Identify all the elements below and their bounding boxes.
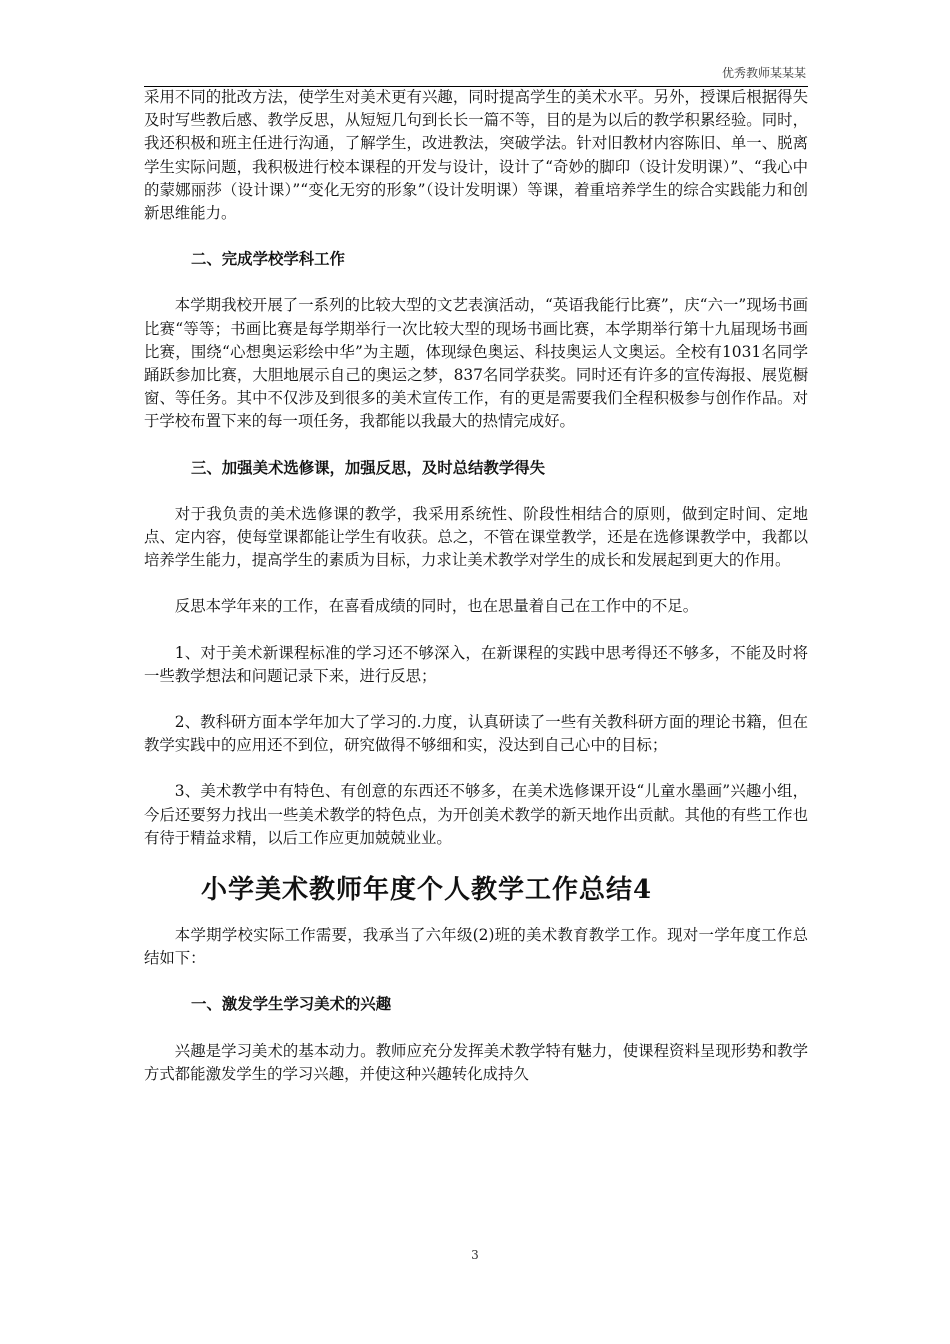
paragraph-4: 反思本学年来的工作，在喜看成绩的同时，也在思量着自己在工作中的不足。 [174,597,699,616]
page-number: 3 [471,1248,479,1262]
paragraph-8: 本学期学校实际工作需要，我承当了六年级(2)班的美术教育教学工作。现对一学年度工作总结如下： [144,926,808,968]
page-header [144,58,808,87]
document-title: 小学美术教师年度个人教学工作总结4 [201,875,653,906]
paragraph-5: 1、对于美术新课程标准的学习还不够深入，在新课程的实践中思考得还不够多，不能及时将一些教学想法和问题记录下来，进行反思； [144,643,808,685]
paragraph-6: 2、教科研方面本学年加大了学习的.力度，认真研读了一些有关教科研方面的理论书籍，但在教学实践中的应用还不到位，研究做得不够细和实，没达到自己心中的目标； [144,713,808,755]
section-heading-4: 一、激发学生学习美术的兴趣 [191,995,392,1014]
document-body [144,86,808,1086]
paragraph-7: 3、美术教学中有特色、有创意的东西还不够多，在美术选修课开设“儿童水墨画”兴趣小组，今后还要努力找出一些美术教学的特色点，为开创美术教学的新天地作出贡献。其他的有些工作也有待于精益求精，以后工作应更加兢兢业业。 [144,782,808,847]
paragraph-2: 本学期我校开展了一系列的比较大型的文艺表演活动，“英语我能行比赛”，庆“六一”现场书画比赛“等等；书画比赛是每学期举行一次比较大型的现场书画比赛，本学期举行第十九届现场书画比赛，围绕“心想奥运彩绘中华”为主题，体现绿色奥运、科技奥运人文奥运。全校有1031名同学踊跃参加比赛，大胆地展示自己的奥运之梦，837名同学获奖。同时还有许多的宣传海报、展览橱窗、等任务。其中不仅涉及到很多的美术宣传工作，有的更是需要我们全程积极参与创作作品。对于学校布置下来的每一项任务，我都能以我最大的热情完成好。 [144,296,808,431]
section-heading-2: 二、完成学校学科工作 [191,250,345,269]
paragraph-9: 兴趣是学习美术的基本动力。教师应充分发挥美术教学特有魅力，使课程资料呈现形势和教学方式都能激发学生的学习兴趣，并使这种兴趣转化成持久 [144,1041,808,1083]
section-heading-3: 三、加强美术选修课，加强反思，及时总结教学得失 [191,458,545,477]
header-author-text: 优秀教师某某某 [721,66,806,80]
paragraph-3: 对于我负责的美术选修课的教学，我采用系统性、阶段性相结合的原则，做到定时间、定地点、定内容，使每堂课都能让学生有收获。总之，不管在课堂教学，还是在选修课教学中，我都以培养学生能力，提高学生的素质为目标，力求让美术教学对学生的成长和发展起到更大的作用。 [144,504,808,570]
paragraph-1: 采用不同的批改方法，使学生对美术更有兴趣，同时提高学生的美术水平。另外，授课后根据得失及时写些教后感、教学反思，从短短几句到长长一篇不等，目的是为以后的教学积累经验。同时，我还积极和班主任进行沟通，了解学生，改进教法，突破学法。针对旧教材内容陈旧、单一、脱离学生实际问题，我积极进行校本课程的开发与设计，设计了“奇妙的脚印（设计发明课）”、“我心中的蒙娜丽莎（设计课）”“变化无穷的形象”（设计发明课）等课，着重培养学生的综合实践能力和创新思维能力。 [144,88,808,223]
